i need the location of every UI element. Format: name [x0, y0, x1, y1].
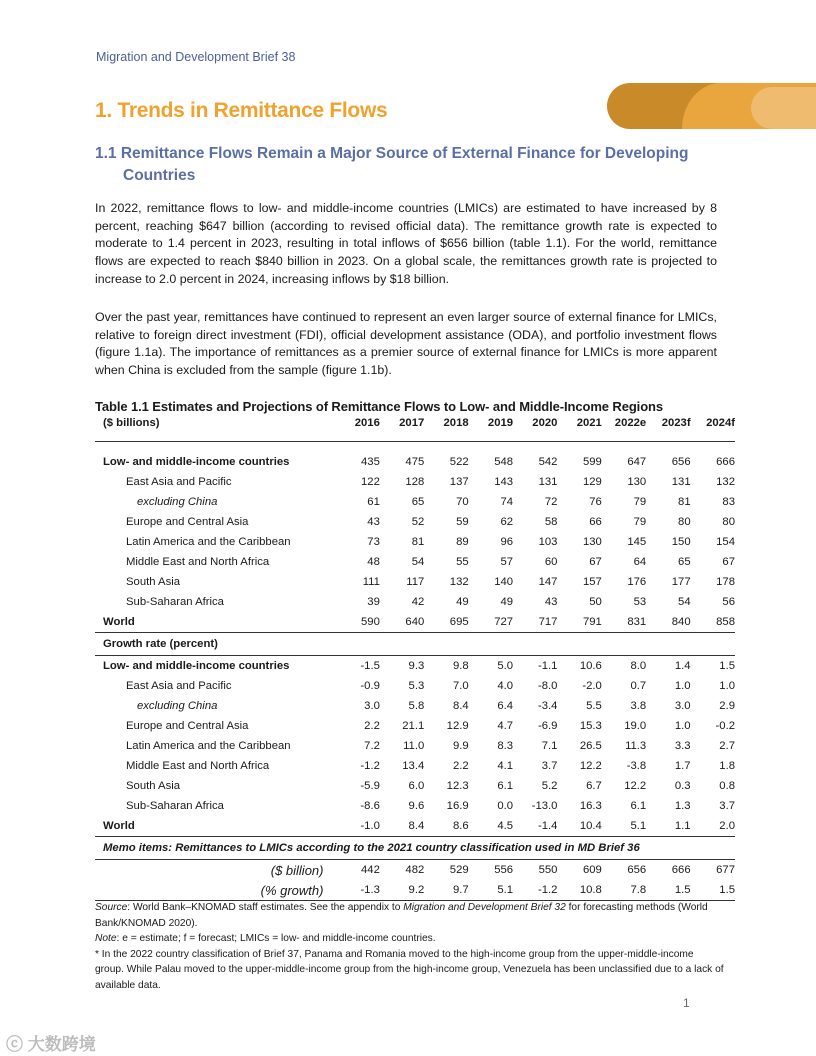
- table-row: [95, 572, 735, 592]
- cell-value: 666: [716, 456, 735, 468]
- cell-value: 49: [456, 596, 469, 608]
- row-label: Sub-Saharan Africa: [126, 800, 224, 812]
- cell-value: -1.5: [360, 660, 380, 672]
- cell-value: 2024f: [691, 415, 735, 442]
- cell-value: 10.8: [557, 880, 601, 901]
- cell-value: 3.7: [719, 800, 735, 812]
- cell-value: 52: [411, 516, 425, 528]
- row-label: excluding China: [137, 496, 218, 508]
- source-label: Source: [95, 902, 128, 913]
- cell-value: 129: [582, 476, 602, 488]
- cell-value: 89: [456, 536, 469, 548]
- cell-value: -2.0: [582, 680, 602, 692]
- cell-value: 111: [362, 576, 380, 588]
- page-number: 1: [683, 996, 690, 1010]
- cell-value: 137: [449, 476, 469, 488]
- cell-value: 176: [627, 576, 647, 588]
- cell-value: 6.1: [497, 780, 514, 792]
- cell-value: 522: [449, 456, 469, 468]
- cell-value: 1.0: [674, 720, 691, 732]
- cell-value: -1.0: [335, 816, 379, 837]
- cell-value: 70: [456, 496, 469, 508]
- cell-value: 16.3: [579, 800, 602, 812]
- cell-value: 666: [671, 864, 691, 876]
- cell-value: 2.9: [719, 700, 735, 712]
- row-label: Europe and Central Asia: [126, 720, 249, 732]
- cell-value: 147: [538, 576, 558, 588]
- cell-value: 858: [691, 612, 735, 633]
- source-reference: Migration and Development Brief 32: [403, 902, 566, 913]
- cell-value: 157: [582, 576, 602, 588]
- cell-value: 58: [544, 516, 558, 528]
- cell-value: 2.2: [364, 720, 380, 732]
- cell-value: 16.9: [446, 800, 469, 812]
- row-label: South Asia: [126, 576, 181, 588]
- cell-value: 177: [671, 576, 691, 588]
- table-row: [95, 736, 735, 756]
- cell-value: 9.9: [452, 740, 469, 752]
- cell-value: 12.9: [446, 720, 469, 732]
- cell-value: 19.0: [624, 720, 647, 732]
- cell-value: 7.2: [364, 740, 380, 752]
- row-label: World: [95, 612, 335, 633]
- cell-value: -5.9: [360, 780, 380, 792]
- cell-value: 150: [671, 536, 691, 548]
- cell-value: 13.4: [402, 760, 425, 772]
- table-row: [95, 756, 735, 776]
- table-row: [95, 816, 735, 837]
- cell-value: 442: [361, 864, 380, 876]
- cell-value: 8.6: [424, 816, 468, 837]
- cell-value: -1.2: [360, 760, 380, 772]
- table-row: [95, 776, 735, 796]
- memo-row: [95, 880, 735, 901]
- cell-value: 1.0: [719, 680, 735, 692]
- cell-value: 8.3: [497, 740, 514, 752]
- cell-value: 4.1: [497, 760, 514, 772]
- cell-value: 656: [671, 456, 691, 468]
- cell-value: 5.2: [541, 780, 558, 792]
- cell-value: 122: [361, 476, 380, 488]
- cell-value: -1.4: [513, 816, 557, 837]
- row-label: Middle East and North Africa: [126, 760, 270, 772]
- cell-value: 6.7: [586, 780, 602, 792]
- cell-value: 1.4: [674, 660, 691, 672]
- cell-value: 791: [557, 612, 601, 633]
- cell-value: 60: [544, 556, 558, 568]
- table-notes: [95, 900, 725, 993]
- row-label: ($ billion): [270, 862, 324, 878]
- cell-value: 556: [494, 864, 514, 876]
- cell-value: 717: [513, 612, 557, 633]
- cell-value: 1.7: [674, 760, 691, 772]
- cell-value: 609: [582, 864, 602, 876]
- cell-value: 2018: [424, 415, 468, 442]
- section-label: Growth rate (percent): [95, 633, 735, 656]
- cell-value: 66: [589, 516, 602, 528]
- cell-value: 7.8: [602, 880, 646, 901]
- cell-value: 49: [500, 596, 514, 608]
- cell-value: 656: [627, 864, 647, 876]
- cell-value: 15.3: [579, 720, 602, 732]
- cell-value: 5.1: [602, 816, 646, 837]
- table-title: Table 1.1 Estimates and Projections of Remittance Flows to Low- and Middle-Income Regions: [95, 399, 664, 414]
- cell-value: -1.3: [335, 880, 379, 901]
- cell-value: 7.0: [452, 680, 469, 692]
- cell-value: 9.8: [452, 660, 469, 672]
- cell-value: 83: [722, 496, 735, 508]
- cell-value: 128: [405, 476, 425, 488]
- cell-value: 831: [602, 612, 646, 633]
- cell-value: 9.6: [408, 800, 425, 812]
- cell-value: 62: [500, 516, 514, 528]
- cell-value: 48: [367, 556, 380, 568]
- table-row: [95, 512, 735, 532]
- cell-value: 73: [367, 536, 380, 548]
- note-text: : e = estimate; f = forecast; LMICs = low- and middle-income countries.: [116, 933, 436, 944]
- cell-value: 6.4: [497, 700, 514, 712]
- cell-value: 2017: [380, 415, 424, 442]
- cell-value: 43: [367, 516, 380, 528]
- memo-label: Memo items: Remittances to LMICs according to the 2021 country classification used in MD Brief 36: [95, 837, 735, 860]
- row-label: East Asia and Pacific: [126, 476, 232, 488]
- cell-value: 132: [449, 576, 469, 588]
- cell-value: -8.0: [537, 680, 558, 692]
- table-header-row: [95, 415, 735, 442]
- cell-value: 0.7: [630, 680, 647, 692]
- memo-header-row: [95, 837, 735, 860]
- note-label: Note: [95, 933, 117, 944]
- cell-value: 79: [633, 516, 647, 528]
- cell-value: 3.7: [541, 760, 558, 772]
- cell-value: -3.8: [626, 760, 647, 772]
- cell-value: 2022e: [602, 415, 646, 442]
- memo-row: [95, 860, 735, 881]
- running-header: Migration and Development Brief 38: [96, 50, 296, 64]
- cell-value: 55: [456, 556, 469, 568]
- cell-value: 12.3: [446, 780, 469, 792]
- cell-value: 599: [582, 456, 602, 468]
- cell-value: 72: [544, 496, 558, 508]
- table-row: [95, 472, 735, 492]
- cell-value: 143: [494, 476, 514, 488]
- row-label: Latin America and the Caribbean: [126, 536, 291, 548]
- cell-value: 67: [589, 556, 602, 568]
- cell-value: 2.7: [719, 740, 735, 752]
- section-title: 1. Trends in Remittance Flows: [95, 99, 388, 122]
- cell-value: 435: [361, 456, 380, 468]
- table-row: [95, 552, 735, 572]
- cell-value: 550: [538, 864, 558, 876]
- cell-value: 4.7: [497, 720, 514, 732]
- watermark-logo: ⓒ 大数跨境: [6, 1035, 96, 1054]
- row-label: Sub-Saharan Africa: [126, 596, 224, 608]
- table-row: [95, 796, 735, 816]
- row-label: South Asia: [126, 780, 181, 792]
- cell-value: 103: [538, 536, 558, 548]
- cell-value: 81: [411, 536, 425, 548]
- cell-value: 132: [716, 476, 735, 488]
- table-row: [95, 676, 735, 696]
- cell-value: 2020: [513, 415, 557, 442]
- cell-value: 1.5: [719, 660, 735, 672]
- cell-value: 79: [633, 496, 647, 508]
- cell-value: 0.0: [497, 800, 514, 812]
- cell-value: 117: [406, 576, 425, 588]
- remittance-table: [95, 415, 735, 901]
- cell-value: 64: [633, 556, 647, 568]
- cell-value: 39: [367, 596, 380, 608]
- cell-value: 56: [722, 596, 735, 608]
- cell-value: 7.1: [541, 740, 558, 752]
- row-label: East Asia and Pacific: [126, 680, 232, 692]
- cell-value: 130: [627, 476, 647, 488]
- cell-value: 482: [405, 864, 425, 876]
- cell-value: 475: [405, 456, 425, 468]
- row-label: ($ billions): [95, 415, 335, 442]
- cell-value: 96: [500, 536, 514, 548]
- cell-value: 54: [411, 556, 425, 568]
- cell-value: 59: [456, 516, 469, 528]
- cell-value: 2016: [335, 415, 379, 442]
- cell-value: 1.3: [674, 800, 691, 812]
- source-text: : World Bank–KNOMAD staff estimates. See the appendix to: [127, 902, 404, 913]
- table-row: [95, 452, 735, 472]
- cell-value: 3.0: [674, 700, 691, 712]
- table-row: [95, 492, 735, 512]
- cell-value: 154: [716, 536, 735, 548]
- cell-value: 42: [411, 596, 425, 608]
- cell-value: 640: [380, 612, 424, 633]
- cell-value: 145: [627, 536, 647, 548]
- section-row: [95, 633, 735, 656]
- source-note: [95, 900, 725, 931]
- row-label: World: [95, 816, 335, 837]
- cell-value: 9.3: [408, 660, 425, 672]
- cell-value: 80: [678, 516, 691, 528]
- table-row: [95, 592, 735, 612]
- cell-value: 131: [538, 476, 558, 488]
- spacer-row: [95, 442, 735, 453]
- cell-value: 3.8: [630, 700, 647, 712]
- cell-value: 0.3: [674, 780, 691, 792]
- cell-value: 677: [716, 864, 735, 876]
- cell-value: 9.7: [424, 880, 468, 901]
- cell-value: 542: [538, 456, 558, 468]
- cell-value: 178: [716, 576, 735, 588]
- row-label: excluding China: [137, 700, 218, 712]
- footnote: * In the 2022 country classification of Brief 37, Panama and Romania moved to the high-income group from the upper-middle-income group. While Palau moved to the upper-middle-income group from the high-income group, Venezuela has been unclassified due to a lack of available data.: [95, 948, 724, 991]
- table-row: [95, 716, 735, 736]
- cell-value: 548: [494, 456, 514, 468]
- subtitle-line2: Countries: [123, 167, 196, 184]
- cell-value: 9.2: [380, 880, 424, 901]
- cell-value: 529: [449, 864, 469, 876]
- cell-value: 10.6: [579, 660, 602, 672]
- table-row: [95, 532, 735, 552]
- cell-value: 0.8: [719, 780, 735, 792]
- cell-value: 4.5: [469, 816, 513, 837]
- paragraph: Over the past year, remittances have continued to represent an even larger source of external finance for LMICs, relative to foreign direct investment (FDI), official development assistance (ODA), and portfolio investment flows (figure 1.1a). The importance of remittances as a premier source of external finance for LMICs is more apparent when China is excluded from the sample (figure 1.1b).: [95, 310, 717, 378]
- cell-value: 727: [469, 612, 513, 633]
- cell-value: 50: [589, 596, 602, 608]
- table-row: [95, 696, 735, 716]
- subsection-title: [95, 143, 735, 187]
- cell-value: 5.0: [497, 660, 514, 672]
- cell-value: 1.1: [646, 816, 690, 837]
- cell-value: 3.3: [674, 740, 691, 752]
- paragraph: In 2022, remittance flows to low- and middle-income countries (LMICs) are estimated to have increased by 8 percent, reaching $647 billion (according to revised official data). The remittance growth rate is expected to moderate to 1.4 percent in 2023, resulting in total inflows of $656 billion (table 1.1). For the world, remittance flows are expected to reach $840 billion in 2023. On a global scale, the remittances growth rate is projected to increase to 2.0 percent in 2024, increasing inflows by $18 billion.: [95, 201, 717, 286]
- cell-value: 12.2: [579, 760, 602, 772]
- cell-value: 6.0: [408, 780, 425, 792]
- cell-value: 2.2: [452, 760, 469, 772]
- cell-value: 6.1: [630, 800, 647, 812]
- cell-value: 11.3: [625, 740, 647, 752]
- row-label: Low- and middle-income countries: [103, 660, 290, 672]
- cell-value: 5.5: [586, 700, 602, 712]
- cell-value: 61: [367, 496, 380, 508]
- cell-value: 67: [722, 556, 735, 568]
- cell-value: 2021: [557, 415, 601, 442]
- source-text: for forecasting methods (World Bank/KNOMAD 2020).: [95, 902, 708, 929]
- cell-value: 57: [500, 556, 514, 568]
- cell-value: 130: [582, 536, 602, 548]
- cell-value: 80: [722, 516, 735, 528]
- cell-value: 65: [411, 496, 425, 508]
- row-label: Middle East and North Africa: [126, 556, 270, 568]
- cell-value: 76: [589, 496, 602, 508]
- row-label: Latin America and the Caribbean: [126, 740, 291, 752]
- cell-value: 2023f: [646, 415, 690, 442]
- cell-value: 43: [544, 596, 558, 608]
- cell-value: 26.5: [579, 740, 602, 752]
- cell-value: 840: [646, 612, 690, 633]
- cell-value: 74: [500, 496, 514, 508]
- cell-value: 10.4: [557, 816, 601, 837]
- cell-value: 647: [627, 456, 647, 468]
- cell-value: 5.1: [469, 880, 513, 901]
- cell-value: 21.1: [402, 720, 425, 732]
- cell-value: 695: [424, 612, 468, 633]
- decorative-banner: [607, 83, 816, 129]
- subtitle-line1: 1.1 Remittance Flows Remain a Major Source of External Finance for Developing: [95, 145, 689, 162]
- cell-value: -0.2: [715, 720, 735, 732]
- cell-value: 1.5: [691, 880, 735, 901]
- row-label: [95, 442, 335, 453]
- cell-value: -3.4: [537, 700, 558, 712]
- table-row: [95, 656, 735, 677]
- cell-value: 1.0: [674, 680, 691, 692]
- cell-value: 8.0: [630, 660, 647, 672]
- cell-value: 11.0: [403, 740, 425, 752]
- cell-value: 5.8: [408, 700, 425, 712]
- cell-value: 2.0: [691, 816, 735, 837]
- cell-value: 2019: [469, 415, 513, 442]
- cell-value: -1.2: [513, 880, 557, 901]
- cell-value: 1.5: [646, 880, 690, 901]
- cell-value: 54: [678, 596, 691, 608]
- cell-value: 131: [671, 476, 691, 488]
- cell-value: 140: [494, 576, 514, 588]
- cell-value: 8.4: [452, 700, 469, 712]
- note: [95, 931, 725, 947]
- row-label: Low- and middle-income countries: [103, 456, 290, 468]
- cell-value: 4.0: [497, 680, 514, 692]
- cell-value: 590: [335, 612, 379, 633]
- cell-value: 1.8: [719, 760, 735, 772]
- row-label: Europe and Central Asia: [126, 516, 249, 528]
- cell-value: 81: [678, 496, 691, 508]
- cell-value: -0.9: [360, 680, 380, 692]
- cell-value: 3.0: [364, 700, 380, 712]
- cell-value: 12.2: [624, 780, 647, 792]
- cell-value: 5.3: [408, 680, 425, 692]
- cell-value: -8.6: [360, 800, 380, 812]
- cell-value: -6.9: [537, 720, 558, 732]
- cell-value: -13.0: [531, 800, 558, 812]
- row-label: (% growth): [95, 880, 335, 901]
- cell-value: 65: [678, 556, 691, 568]
- table-row: [95, 612, 735, 633]
- cell-value: -1.1: [537, 660, 558, 672]
- cell-value: 8.4: [380, 816, 424, 837]
- cell-value: 53: [633, 596, 647, 608]
